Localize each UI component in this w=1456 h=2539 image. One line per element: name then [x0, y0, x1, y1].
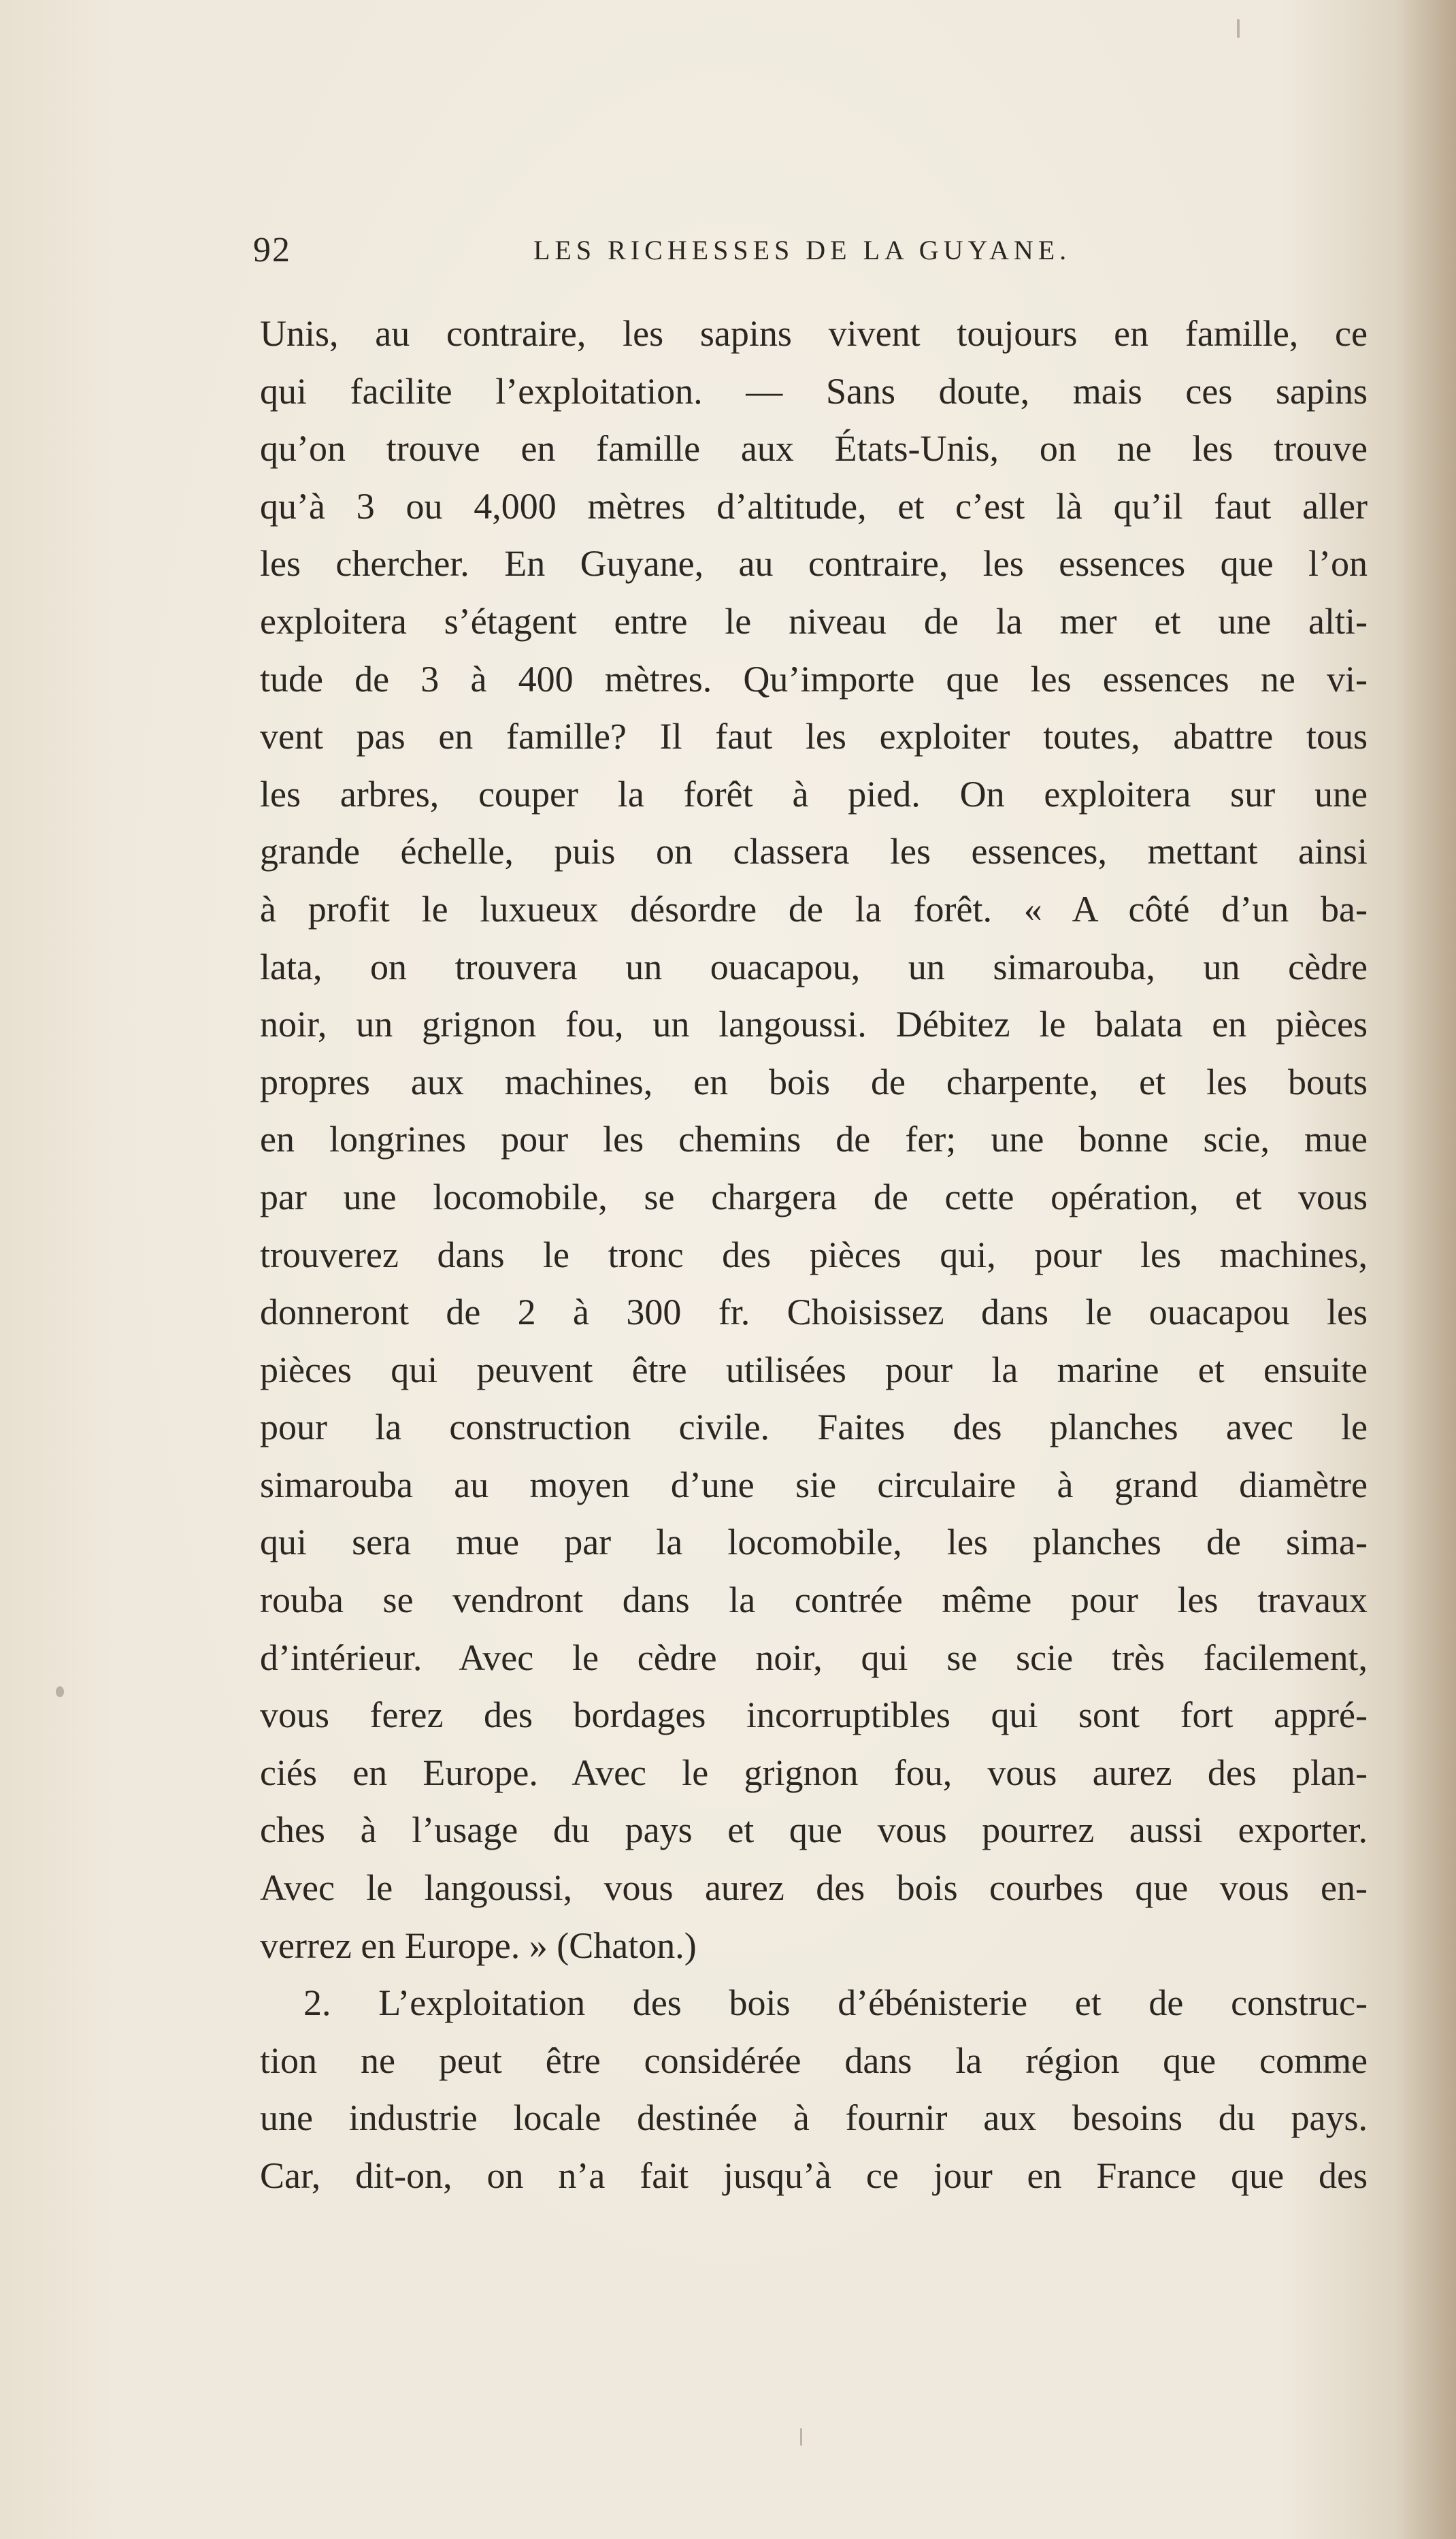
text-line: tion ne peut être considérée dans la région que comme — [260, 2040, 1368, 2081]
text-line: qu’on trouve en famille aux États-Unis, on ne les trouve — [260, 428, 1368, 470]
text-line: propres aux machines, en bois de charpente, et les bouts — [260, 1061, 1368, 1102]
text-line: grande échelle, puis on classera les essences, mettant ainsi — [260, 831, 1368, 872]
text-line: par une locomobile, se chargera de cette opération, et vous — [260, 1176, 1368, 1217]
text-line: d’intérieur. Avec le cèdre noir, qui se scie très facilement, — [260, 1637, 1368, 1678]
text-line: ciés en Europe. Avec le grignon fou, vous aurez des plan- — [260, 1752, 1368, 1793]
text-line: donneront de 2 à 300 fr. Choisissez dans le ouacapou les — [260, 1292, 1368, 1333]
text-line: tude de 3 à 400 mètres. Qu’importe que les essences ne vi- — [260, 658, 1368, 700]
paper-speck — [800, 2428, 802, 2446]
paragraph-start-line: 2. L’exploitation des bois d’ébénisterie et de construc- — [303, 1982, 1368, 2024]
text-line: Unis, au contraire, les sapins vivent toujours en famille, ce — [260, 313, 1368, 354]
text-line: simarouba au moyen d’une sie circulaire à grand diamètre — [260, 1464, 1368, 1505]
text-line: les chercher. En Guyane, au contraire, les essences que l’on — [260, 543, 1368, 585]
running-title: LES RICHESSES DE LA GUYANE. — [533, 235, 1072, 265]
page-number: 92 — [253, 231, 291, 269]
text-line: à profit le luxueux désordre de la forêt. « A côté d’un ba- — [260, 888, 1368, 930]
text-line: vent pas en famille? Il faut les exploiter toutes, abattre tous — [260, 716, 1368, 757]
text-line: Avec le langoussi, vous aurez des bois courbes que vous en- — [260, 1867, 1368, 1909]
page-header — [253, 223, 1363, 278]
text-line: trouverez dans le tronc des pièces qui, pour les machines, — [260, 1234, 1368, 1275]
text-line: qu’à 3 ou 4,000 mètres d’altitude, et c’est là qu’il faut aller — [260, 485, 1368, 527]
text-line: en longrines pour les chemins de fer; une bonne scie, mue — [260, 1119, 1368, 1160]
text-line: noir, un grignon fou, un langoussi. Débitez le balata en pièces — [260, 1004, 1368, 1045]
text-line: qui facilite l’exploitation. — Sans doute, mais ces sapins — [260, 370, 1368, 412]
text-line: une industrie locale destinée à fournir aux besoins du pays. — [260, 2097, 1368, 2139]
text-line: les arbres, couper la forêt à pied. On exploitera sur une — [260, 773, 1368, 815]
text-line: rouba se vendront dans la contrée même pour les travaux — [260, 1579, 1368, 1621]
paper-speck — [1237, 19, 1240, 38]
body-text — [260, 305, 1368, 2205]
text-line: vous ferez des bordages incorruptibles qui sont fort appré- — [260, 1694, 1368, 1736]
text-line: verrez en Europe. » (Chaton.) — [260, 1924, 697, 1966]
text-line: pour la construction civile. Faites des planches avec le — [260, 1407, 1368, 1448]
text-line: qui sera mue par la locomobile, les planches de sima- — [260, 1522, 1368, 1563]
text-line: lata, on trouvera un ouacapou, un simarouba, un cèdre — [260, 946, 1368, 987]
text-line: Car, dit-on, on n’a fait jusqu’à ce jour en France que des — [260, 2155, 1368, 2196]
text-line: exploitera s’étagent entre le niveau de la mer et une alti- — [260, 600, 1368, 642]
paper-speck — [56, 1686, 64, 1697]
page-edge-shadow — [1395, 0, 1456, 2539]
text-line: pièces qui peuvent être utilisées pour la marine et ensuite — [260, 1349, 1368, 1390]
text-line: ches à l’usage du pays et que vous pourrez aussi exporter. — [260, 1809, 1368, 1851]
